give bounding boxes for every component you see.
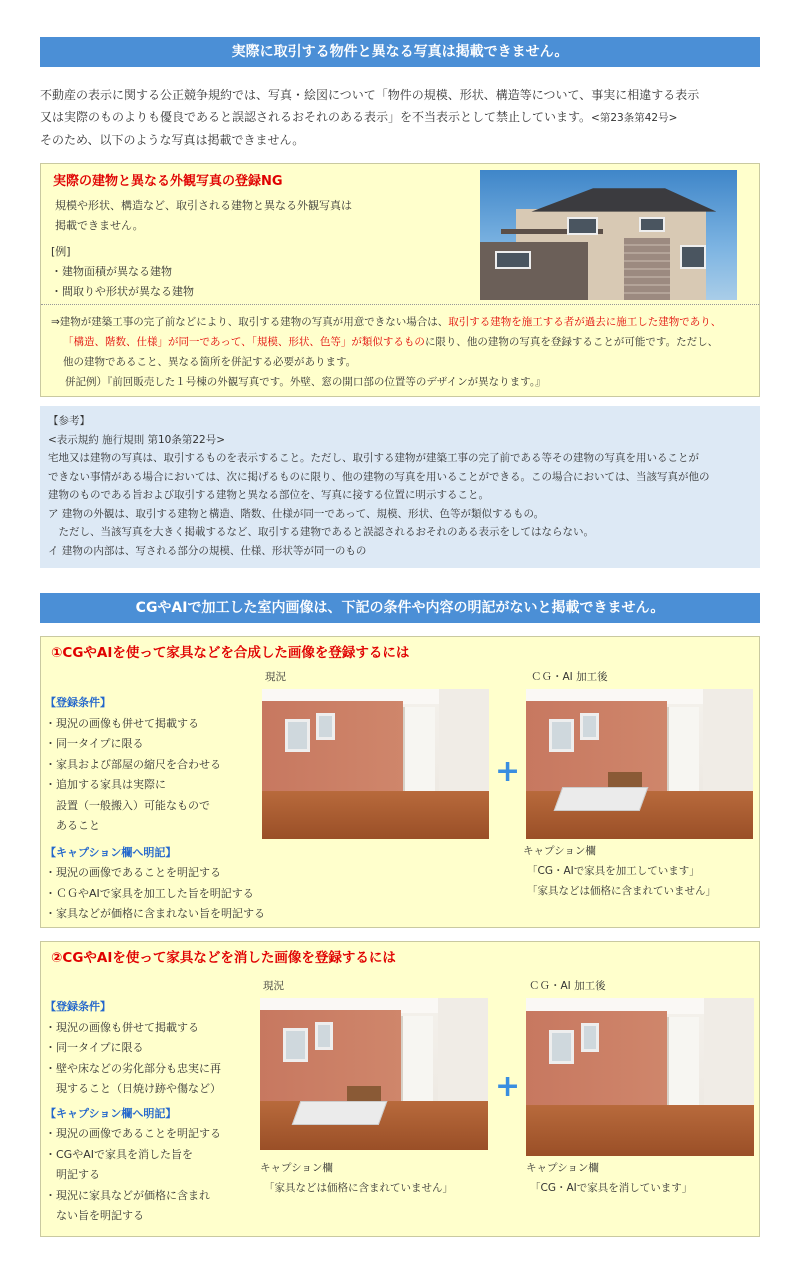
caption-item: ・現況の画像であることを明記する	[45, 1127, 221, 1140]
reference-line: ただし、当該写真を大きく掲載するなど、取引する建物であると誤認されるおそれのある表示をしてはならない。	[48, 526, 594, 538]
caption-example-current: キャプション欄 「家具などは価格に含まれていません」	[260, 1162, 453, 1194]
room-after-photo	[526, 689, 753, 839]
furniture-add-box	[40, 636, 760, 928]
conditions-heading: 【登録条件】	[45, 696, 111, 709]
plus-icon: +	[495, 754, 521, 789]
furniture-add-title: ①CGやAIを使って家具などを合成した画像を登録するには	[51, 645, 410, 661]
caption-item: ない旨を明記する	[45, 1209, 144, 1222]
reference-heading: 【参考】	[48, 415, 90, 427]
intro-ref: <第23条第42号>	[591, 112, 678, 124]
reference-line: 建物のものである旨および取引する建物と異なる部位を、写真に接する位置に明示すること。	[48, 489, 489, 501]
intro-line2: 又は実際のものよりも優良であると誤認されるおそれのある表示」を不当表示として禁止しています。<第23条第42号>	[40, 110, 678, 124]
caption-item: 明記する	[45, 1168, 100, 1181]
caption-example-after: キャプション欄 「CG・AIで家具を加工しています」 「家具などは価格に含まれていません」	[523, 845, 716, 897]
caption-item: ・ＣＧやAIで家具を加工した旨を明記する	[45, 886, 254, 900]
section1-title-bar: 実際に取引する物件と異なる写真は掲載できません。	[40, 37, 760, 67]
room-after-photo	[526, 998, 754, 1156]
condition-item: ・追加する家具は実際に	[45, 778, 166, 791]
caption-item: ・CGやAIで家具を消した旨を	[45, 1147, 193, 1161]
intro-text	[40, 84, 760, 151]
condition-item: 設置（一般搬入）可能なもので	[45, 798, 210, 812]
label-current: 現況	[265, 671, 286, 683]
plus-icon: +	[495, 1069, 521, 1104]
reference-line: イ 建物の内部は、写される部分の規模、仕様、形状等が同一のもの	[48, 544, 367, 557]
section2-title-bar: CGやAIで加工した室内画像は、下記の条件や内容の明記がないと掲載できません。	[40, 593, 760, 623]
exterior-ng-description: 規模や形状、構造など、取引される建物と異なる外観写真は 掲載できません。	[55, 199, 352, 232]
furniture-add-conditions	[45, 693, 285, 925]
caption-heading: 【キャプション欄へ明記】	[45, 1106, 177, 1120]
conditions-heading: 【登録条件】	[45, 1000, 111, 1013]
condition-item: ・同一タイプに限る	[45, 737, 144, 750]
exterior-ng-note: ⇒建物が建築工事の完了前などにより、取引する建物の写真が用意できない場合は、取引する建物を施工する者が過去に施工した建物であり、 「構造、階数、仕様」が同一であって、「規模、形状、色等」が類似するものに限り、他の建物の写真を登録することが可能です。ただし、 他の建物であること、異なる箇所を併記する必要があります。 併記例）『前回販売した１号棟の外観写真です。外壁、窓の開口部の位置等のデザインが異なります。』	[51, 312, 757, 392]
exterior-ng-box	[40, 163, 760, 397]
condition-item: ・現況の画像も併せて掲載する	[45, 716, 199, 730]
dotted-divider	[41, 304, 759, 305]
condition-item: ・壁や床などの劣化部分も忠実に再	[45, 1061, 221, 1075]
caption-item: ・現況の画像であることを明記する	[45, 866, 221, 879]
example-item: ・間取りや形状が異なる建物	[51, 285, 194, 298]
house-exterior-photo	[480, 170, 737, 300]
reference-line: 宅地又は建物の写真は、取引するものを表示すること。ただし、取引する建物が建築工事の完了前である等その建物の写真を用いることが	[48, 452, 699, 464]
room-current-photo	[262, 689, 489, 839]
furniture-remove-conditions	[45, 997, 275, 1227]
reference-line: できない事情がある場合においては、次に掲げるものに限り、他の建物の写真を用いることができる。この場合においては、当該写真が他の	[48, 470, 710, 483]
intro-line3: そのため、以下のような写真は掲載できません。	[40, 133, 305, 147]
condition-item: ・家具および部屋の縮尺を合わせる	[45, 757, 221, 771]
condition-item: ・同一タイプに限る	[45, 1041, 144, 1054]
condition-item: 現すること（日焼け跡や傷など）	[45, 1082, 221, 1095]
caption-item: ・現況に家具などが価格に含まれ	[45, 1188, 210, 1202]
label-current: 現況	[263, 980, 284, 992]
example-item: ・建物面積が異なる建物	[51, 265, 172, 278]
furniture-remove-title: ②CGやAIを使って家具などを消した画像を登録するには	[51, 950, 396, 966]
exterior-ng-examples	[51, 242, 471, 302]
room-current-photo	[260, 998, 488, 1150]
caption-heading: 【キャプション欄へ明記】	[45, 845, 177, 859]
furniture-remove-box	[40, 941, 760, 1237]
condition-item: ・現況の画像も併せて掲載する	[45, 1020, 199, 1034]
label-after: ＣＧ・AI 加工後	[529, 980, 606, 992]
reference-line: ア 建物の外観は、取引する建物と構造、階数、仕様が同一であって、規模、形状、色等が類似するもの。	[48, 507, 545, 520]
note-example: 併記例）『前回販売した１号棟の外観写真です。外壁、窓の開口部の位置等のデザインが異なります。』	[65, 376, 546, 388]
intro-line1: 不動産の表示に関する公正競争規約では、写真・絵図について「物件の規模、形状、構造等について、事実に相違する表示	[40, 88, 700, 102]
caption-item: ・家具などが価格に含まれない旨を明記する	[45, 907, 265, 920]
caption-example-after: キャプション欄 「CG・AIで家具を消しています」	[526, 1162, 693, 1194]
exterior-ng-title: 実際の建物と異なる外観写真の登録NG	[53, 174, 283, 189]
reference-rule: <表示規約 施行規則 第10条第22号>	[48, 433, 225, 446]
reference-box	[40, 406, 760, 568]
condition-item: あること	[45, 819, 100, 832]
example-label: [例]	[51, 245, 71, 258]
label-after: ＣＧ・AI 加工後	[531, 671, 608, 683]
